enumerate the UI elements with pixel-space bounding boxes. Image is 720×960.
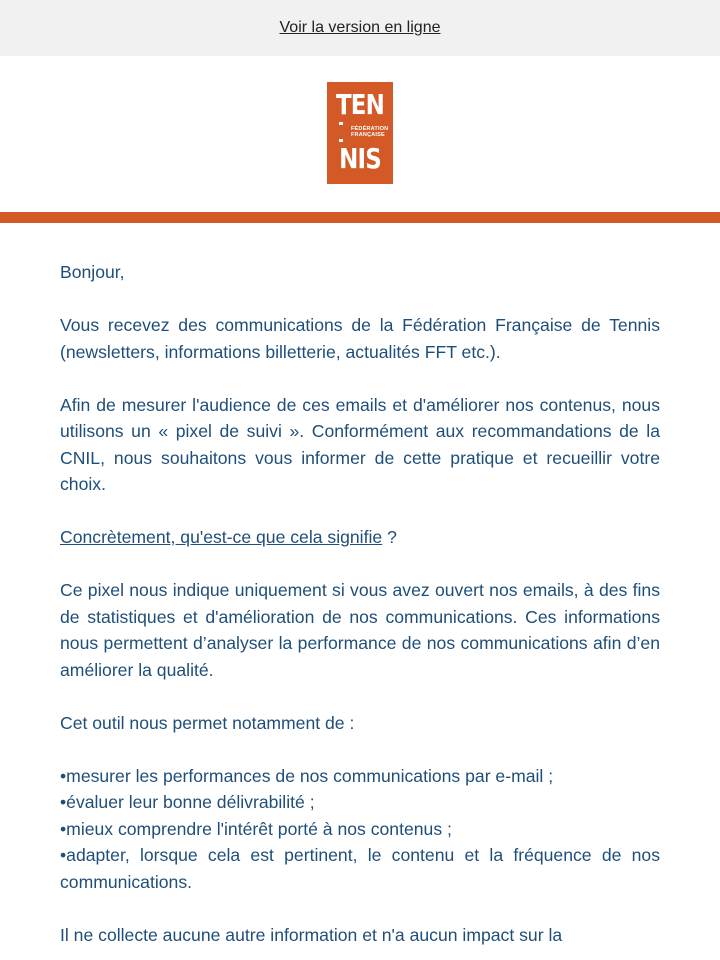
paragraph-tool: Cet outil nous permet notamment de : (60, 712, 355, 733)
question-line (60, 524, 660, 551)
greeting: Bonjour, (60, 262, 125, 282)
list-item: •adapter, lorsque cela est pertinent, le contenu et la fréquence de nos communications. (60, 845, 660, 892)
fft-tennis-logo[interactable] (327, 82, 393, 184)
list-item: •mieux comprendre l'intérêt porté à nos contenus ; (60, 818, 452, 839)
logo-line-nis: NIS (339, 142, 381, 175)
email-body (0, 223, 720, 948)
logo-subtitle (351, 126, 391, 138)
paragraph-no-impact: Il ne collecte aucune autre information et n'a aucun impact sur la (60, 924, 563, 945)
question-link[interactable]: Concrètement, qu'est-ce que cela signifie (60, 527, 383, 547)
view-online-link[interactable]: Voir la version en ligne (279, 19, 441, 36)
logo-bar-icon (339, 122, 343, 125)
header (0, 56, 720, 212)
list-item: •évaluer leur bonne délivrabilité ; (60, 792, 315, 812)
question-mark: ? (382, 527, 397, 547)
top-bar (0, 0, 720, 56)
paragraph-explanation: Ce pixel nous indique uniquement si vous avez ouvert nos emails, à des fins de statistiques et d'amélioration de nos communications. Ces informations nous permettent d’analyser la performance de nos communications afin d’en améliorer la qualité. (60, 580, 660, 680)
logo-sub-line1: FÉDÉRATION (351, 126, 389, 132)
bullet-list (60, 763, 660, 896)
brand-band (0, 212, 720, 223)
list-item: •mesurer les performances de nos communications par e-mail ; (60, 765, 554, 786)
paragraph-pixel: Afin de mesurer l'audience de ces emails et d'améliorer nos contenus, nous utilisons un « pixel de suivi ». Conformément aux recommandations de la CNIL, nous souhaitons vous informer de cette pratique et recueillir votre choix. (60, 394, 660, 494)
logo-line-ten: TEN (335, 88, 385, 121)
paragraph-intro: Vous recevez des communications de la Fédération Française de Tennis (newsletters, informations billetterie, actualités FFT etc.). (60, 315, 660, 362)
logo-sub-line2: FRANÇAISE (351, 132, 385, 138)
